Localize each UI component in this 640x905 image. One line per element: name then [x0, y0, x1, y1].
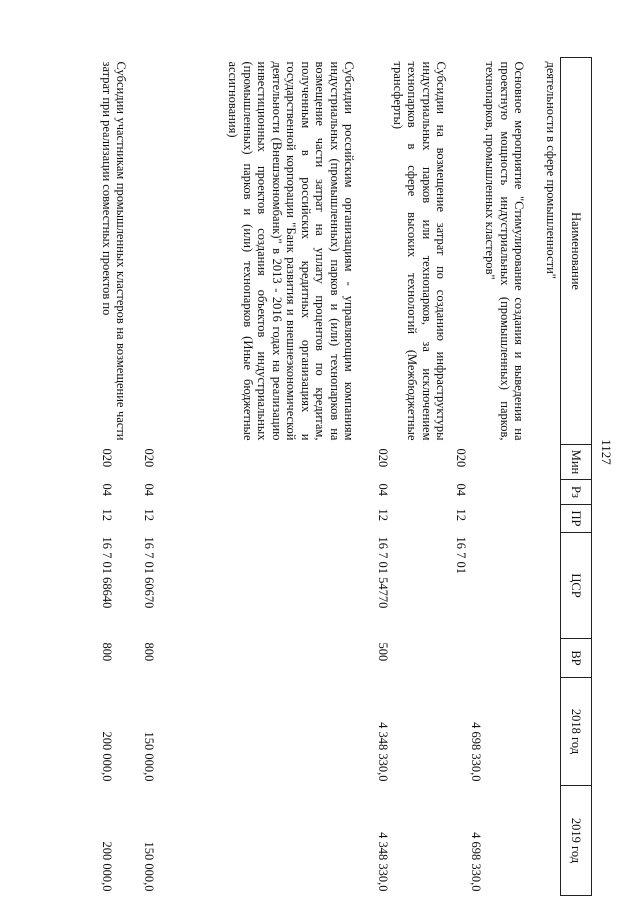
header-csr: ЦСР — [561, 533, 592, 639]
header-2018: 2018 год — [561, 678, 592, 786]
header-rz: Рз — [561, 480, 592, 505]
row-min: 020 — [454, 448, 469, 468]
row-vr — [449, 639, 527, 678]
table-row — [71, 58, 129, 896]
row-min: 020 — [142, 448, 157, 468]
row-vr: 800 — [142, 642, 157, 662]
page-number: 1127 — [599, 439, 614, 465]
header-2019: 2019 год — [561, 786, 592, 896]
table-row — [357, 58, 449, 896]
row-2019: 4 698 330,0 — [469, 832, 484, 892]
row-csr: 16 7 01 60670 — [142, 536, 157, 609]
row-csr: 16 7 01 54770 — [376, 536, 391, 609]
table-row — [449, 58, 527, 896]
header-pr: ПР — [561, 505, 592, 533]
row-rz: 04 — [376, 483, 391, 496]
row-min: 020 — [376, 448, 391, 468]
table-header-row — [561, 58, 592, 896]
row-pr: 12 — [100, 508, 115, 521]
row-vr: 800 — [100, 642, 115, 662]
row-name: Субсидии на возмещение затрат по созданию инфраструктуры индустриальных парков или технопарков, за исключением технопарков в сфере высоких технологий (Межбюджетные трансферты) — [391, 61, 449, 441]
header-name: Наименование — [561, 58, 592, 445]
row-2018: 4 348 330,0 — [376, 722, 391, 782]
row-pr: 12 — [454, 508, 469, 521]
row-pr: 12 — [142, 508, 157, 521]
budget-table — [71, 57, 593, 896]
row-csr: 16 7 01 68640 — [100, 536, 115, 609]
rotated-page-content — [56, 57, 592, 895]
row-2019: 4 348 330,0 — [376, 832, 391, 892]
row-2018: 4 698 330,0 — [469, 722, 484, 782]
row-rz: 04 — [454, 483, 469, 496]
row-rz: 04 — [142, 483, 157, 496]
row-rz: 04 — [100, 483, 115, 496]
row-2019: 200 000,0 — [100, 841, 115, 892]
row-name: Основное мероприятие "Стимулирование создания и выведения на проектную мощность индустриальных (промышленных) парков, технопарков, промышленных кластеров" — [483, 61, 527, 441]
header-min: Мин — [561, 445, 592, 480]
row-vr: 500 — [376, 642, 391, 662]
row-name: Субсидии российским организациям - управляющим компаниям индустриальных (промышленных) парков и (или) технопарков на возмещение части затрат на уплату процентов по кредитам, полученным в российских кредитных организациях и государственной корпорации "Банк развития и внешнеэкономической деятельности (Внешэкономбанк)" в 2013 - 2016 годах на реализацию инвестиционных проектов создания объектов индустриальных (промышленных) парков и (или) технопарков (Иные бюджетные ассигнования) — [226, 61, 357, 441]
row-2019: 150 000,0 — [142, 841, 157, 892]
row-csr: 16 7 01 — [454, 536, 469, 574]
table-row — [129, 58, 357, 896]
row-pr: 12 — [376, 508, 391, 521]
row-name: Субсидии участникам промышленных кластеров на возмещение части затрат при реализации совместных проектов по — [100, 61, 129, 441]
row-2018: 200 000,0 — [100, 731, 115, 782]
header-vr: ВР — [561, 639, 592, 678]
continuation-row — [527, 58, 561, 896]
row-min: 020 — [100, 448, 115, 468]
continuation-text: деятельности в сфере промышленности" — [544, 61, 558, 279]
row-2018: 150 000,0 — [142, 731, 157, 782]
